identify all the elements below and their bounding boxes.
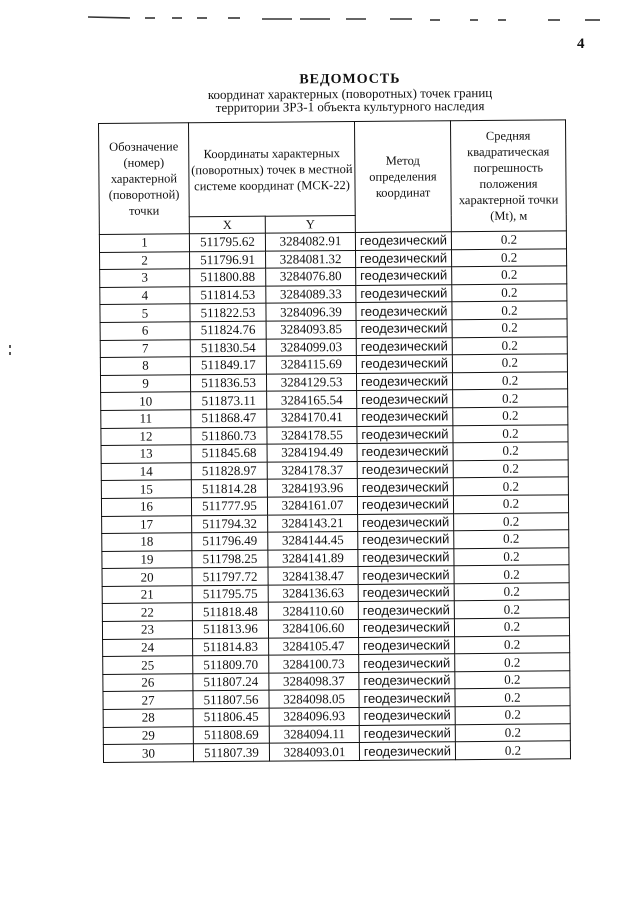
x-coordinate-cell: 511807.39: [193, 743, 269, 761]
method-cell: геодезический: [356, 337, 452, 355]
y-coordinate-cell: 3284178.37: [267, 461, 357, 479]
mean-error-cell: 0.2: [453, 442, 568, 460]
x-coordinate-cell: 511800.88: [190, 268, 266, 286]
y-coordinate-cell: 3284115.69: [266, 356, 356, 374]
y-coordinate-cell: 3284094.11: [269, 725, 359, 743]
method-cell: геодезический: [359, 654, 455, 672]
method-cell: геодезический: [359, 636, 455, 654]
method-cell: геодезический: [358, 531, 454, 549]
mean-error-cell: 0.2: [455, 688, 570, 706]
header-point-id: Обозначение (номер) характерной (поворотной) точки: [99, 123, 190, 235]
x-coordinate-cell: 511849.17: [190, 356, 266, 374]
method-cell: геодезический: [358, 601, 454, 619]
x-coordinate-cell: 511845.68: [191, 444, 267, 462]
y-coordinate-cell: 3284093.85: [266, 320, 356, 338]
point-id-cell: 17: [102, 515, 192, 533]
point-id-cell: 2: [100, 251, 190, 269]
point-id-cell: 16: [101, 498, 191, 516]
mean-error-cell: 0.2: [452, 372, 567, 390]
mean-error-cell: 0.2: [455, 671, 570, 689]
y-coordinate-cell: 3284110.60: [268, 602, 358, 620]
x-coordinate-cell: 511814.83: [193, 638, 269, 656]
point-id-cell: 10: [101, 392, 191, 410]
x-coordinate-cell: 511814.28: [191, 479, 267, 497]
x-coordinate-cell: 511807.56: [193, 691, 269, 709]
point-id-cell: 22: [102, 603, 192, 621]
x-coordinate-cell: 511828.97: [191, 462, 267, 480]
mean-error-cell: 0.2: [452, 266, 567, 284]
mean-error-cell: 0.2: [452, 248, 567, 266]
scan-margin-mark: [9, 345, 11, 348]
method-cell: геодезический: [359, 689, 455, 707]
point-id-cell: 8: [100, 357, 190, 375]
method-cell: геодезический: [356, 372, 452, 390]
point-id-cell: 4: [100, 287, 190, 305]
y-coordinate-cell: 3284100.73: [269, 655, 359, 673]
x-coordinate-cell: 511813.96: [192, 620, 268, 638]
y-coordinate-cell: 3284170.41: [267, 408, 357, 426]
mean-error-cell: 0.2: [454, 565, 569, 583]
method-cell: геодезический: [357, 390, 453, 408]
x-coordinate-cell: 511795.75: [192, 585, 268, 603]
mean-error-cell: 0.2: [452, 336, 567, 354]
x-coordinate-cell: 511809.70: [193, 655, 269, 673]
document-title: ВЕДОМОСТЬ: [299, 71, 401, 88]
y-coordinate-cell: 3284098.37: [269, 672, 359, 690]
method-cell: геодезический: [358, 513, 454, 531]
y-coordinate-cell: 3284105.47: [269, 637, 359, 655]
y-coordinate-cell: 3284096.93: [269, 707, 359, 725]
coordinates-table: [98, 119, 571, 762]
mean-error-cell: 0.2: [455, 635, 570, 653]
mean-error-cell: 0.2: [452, 319, 567, 337]
x-coordinate-cell: 511797.72: [192, 567, 268, 585]
header-y: Y: [265, 215, 355, 233]
y-coordinate-cell: 3284089.33: [266, 285, 356, 303]
header-x: X: [189, 216, 265, 234]
method-cell: геодезический: [357, 425, 453, 443]
x-coordinate-cell: 511794.32: [192, 515, 268, 533]
x-coordinate-cell: 511777.95: [191, 497, 267, 515]
y-coordinate-cell: 3284161.07: [267, 496, 357, 514]
method-cell: геодезический: [356, 355, 452, 373]
y-coordinate-cell: 3284106.60: [268, 620, 358, 638]
y-coordinate-cell: 3284082.91: [265, 232, 355, 250]
mean-error-cell: 0.2: [454, 530, 569, 548]
mean-error-cell: 0.2: [452, 354, 567, 372]
x-coordinate-cell: 511796.49: [192, 532, 268, 550]
method-cell: геодезический: [356, 285, 452, 303]
point-id-cell: 25: [103, 656, 193, 674]
method-cell: геодезический: [357, 478, 453, 496]
x-coordinate-cell: 511798.25: [192, 550, 268, 568]
point-id-cell: 21: [102, 586, 192, 604]
mean-error-cell: 0.2: [454, 548, 569, 566]
point-id-cell: 19: [102, 550, 192, 568]
point-id-cell: 23: [102, 621, 192, 639]
x-coordinate-cell: 511873.11: [191, 392, 267, 410]
mean-error-cell: 0.2: [453, 424, 568, 442]
x-coordinate-cell: 511807.24: [193, 673, 269, 691]
header-method: Метод определения координат: [354, 121, 451, 233]
document-subtitle-line1: координат характерных (поворотных) точек границ: [207, 85, 493, 102]
method-cell: геодезический: [355, 232, 451, 250]
mean-error-cell: 0.2: [453, 460, 568, 478]
mean-error-cell: 0.2: [455, 706, 570, 724]
x-coordinate-cell: 511824.76: [190, 321, 266, 339]
method-cell: геодезический: [359, 742, 455, 760]
point-id-cell: 7: [100, 339, 190, 357]
y-coordinate-cell: 3284141.89: [268, 549, 358, 567]
scan-margin-mark: [9, 352, 11, 355]
y-coordinate-cell: 3284093.01: [269, 743, 359, 761]
method-cell: геодезический: [356, 249, 452, 267]
y-coordinate-cell: 3284143.21: [268, 514, 358, 532]
point-id-cell: 29: [103, 726, 193, 744]
method-cell: геодезический: [359, 707, 455, 725]
x-coordinate-cell: 511814.53: [190, 286, 266, 304]
mean-error-cell: 0.2: [451, 231, 566, 249]
y-coordinate-cell: 3284129.53: [266, 373, 356, 391]
page-number: 4: [577, 36, 585, 52]
point-id-cell: 13: [101, 445, 191, 463]
point-id-cell: 5: [100, 304, 190, 322]
mean-error-cell: 0.2: [453, 495, 568, 513]
point-id-cell: 30: [103, 744, 193, 762]
mean-error-cell: 0.2: [454, 512, 569, 530]
title-block: [140, 71, 560, 115]
mean-error-cell: 0.2: [455, 653, 570, 671]
point-id-cell: 27: [103, 691, 193, 709]
mean-error-cell: 0.2: [453, 407, 568, 425]
mean-error-cell: 0.2: [452, 284, 567, 302]
point-id-cell: 6: [100, 322, 190, 340]
mean-error-cell: 0.2: [452, 301, 567, 319]
mean-error-cell: 0.2: [453, 477, 568, 495]
x-coordinate-cell: 511796.91: [190, 251, 266, 269]
point-id-cell: 12: [101, 427, 191, 445]
x-coordinate-cell: 511795.62: [189, 233, 265, 251]
point-id-cell: 3: [100, 269, 190, 287]
x-coordinate-cell: 511818.48: [192, 603, 268, 621]
mean-error-cell: 0.2: [455, 741, 570, 759]
point-id-cell: 1: [99, 234, 189, 252]
y-coordinate-cell: 3284081.32: [266, 250, 356, 268]
mean-error-cell: 0.2: [454, 600, 569, 618]
document-subtitle-line2: территории ЗРЗ-1 объекта культурного наследия: [215, 98, 485, 115]
method-cell: геодезический: [358, 584, 454, 602]
x-coordinate-cell: 511830.54: [190, 339, 266, 357]
point-id-cell: 11: [101, 410, 191, 428]
x-coordinate-cell: 511860.73: [191, 427, 267, 445]
method-cell: геодезический: [357, 496, 453, 514]
point-id-cell: 26: [103, 674, 193, 692]
point-id-cell: 28: [103, 709, 193, 727]
table-body: [99, 231, 570, 762]
point-id-cell: 18: [102, 533, 192, 551]
header-mean-error: Средняя квадратическая погрешность положения характерной точки (Mt), м: [450, 120, 566, 232]
mean-error-cell: 0.2: [453, 389, 568, 407]
mean-error-cell: 0.2: [455, 723, 570, 741]
point-id-cell: 15: [101, 480, 191, 498]
mean-error-cell: 0.2: [454, 583, 569, 601]
method-cell: геодезический: [359, 672, 455, 690]
method-cell: геодезический: [356, 320, 452, 338]
y-coordinate-cell: 3284144.45: [268, 532, 358, 550]
mean-error-cell: 0.2: [454, 618, 569, 636]
table-row: [103, 741, 570, 762]
y-coordinate-cell: 3284138.47: [268, 567, 358, 585]
point-id-cell: 20: [102, 568, 192, 586]
point-id-cell: 24: [103, 638, 193, 656]
y-coordinate-cell: 3284165.54: [267, 391, 357, 409]
y-coordinate-cell: 3284193.96: [267, 479, 357, 497]
method-cell: геодезический: [357, 408, 453, 426]
method-cell: геодезический: [358, 619, 454, 637]
y-coordinate-cell: 3284178.55: [267, 426, 357, 444]
y-coordinate-cell: 3284099.03: [266, 338, 356, 356]
method-cell: геодезический: [358, 548, 454, 566]
method-cell: геодезический: [359, 724, 455, 742]
x-coordinate-cell: 511806.45: [193, 708, 269, 726]
y-coordinate-cell: 3284076.80: [266, 268, 356, 286]
y-coordinate-cell: 3284136.63: [268, 584, 358, 602]
y-coordinate-cell: 3284098.05: [269, 690, 359, 708]
method-cell: геодезический: [356, 267, 452, 285]
x-coordinate-cell: 511808.69: [193, 726, 269, 744]
x-coordinate-cell: 511822.53: [190, 304, 266, 322]
y-coordinate-cell: 3284096.39: [266, 303, 356, 321]
x-coordinate-cell: 511868.47: [191, 409, 267, 427]
y-coordinate-cell: 3284194.49: [267, 444, 357, 462]
x-coordinate-cell: 511836.53: [190, 374, 266, 392]
header-coordinates: Координаты характерных (поворотных) точек в местной системе координат (МСК-22): [189, 121, 356, 216]
method-cell: геодезический: [358, 566, 454, 584]
scan-artifact-marks: [0, 0, 640, 30]
point-id-cell: 14: [101, 462, 191, 480]
point-id-cell: 9: [100, 375, 190, 393]
method-cell: геодезический: [356, 302, 452, 320]
method-cell: геодезический: [357, 460, 453, 478]
method-cell: геодезический: [357, 443, 453, 461]
